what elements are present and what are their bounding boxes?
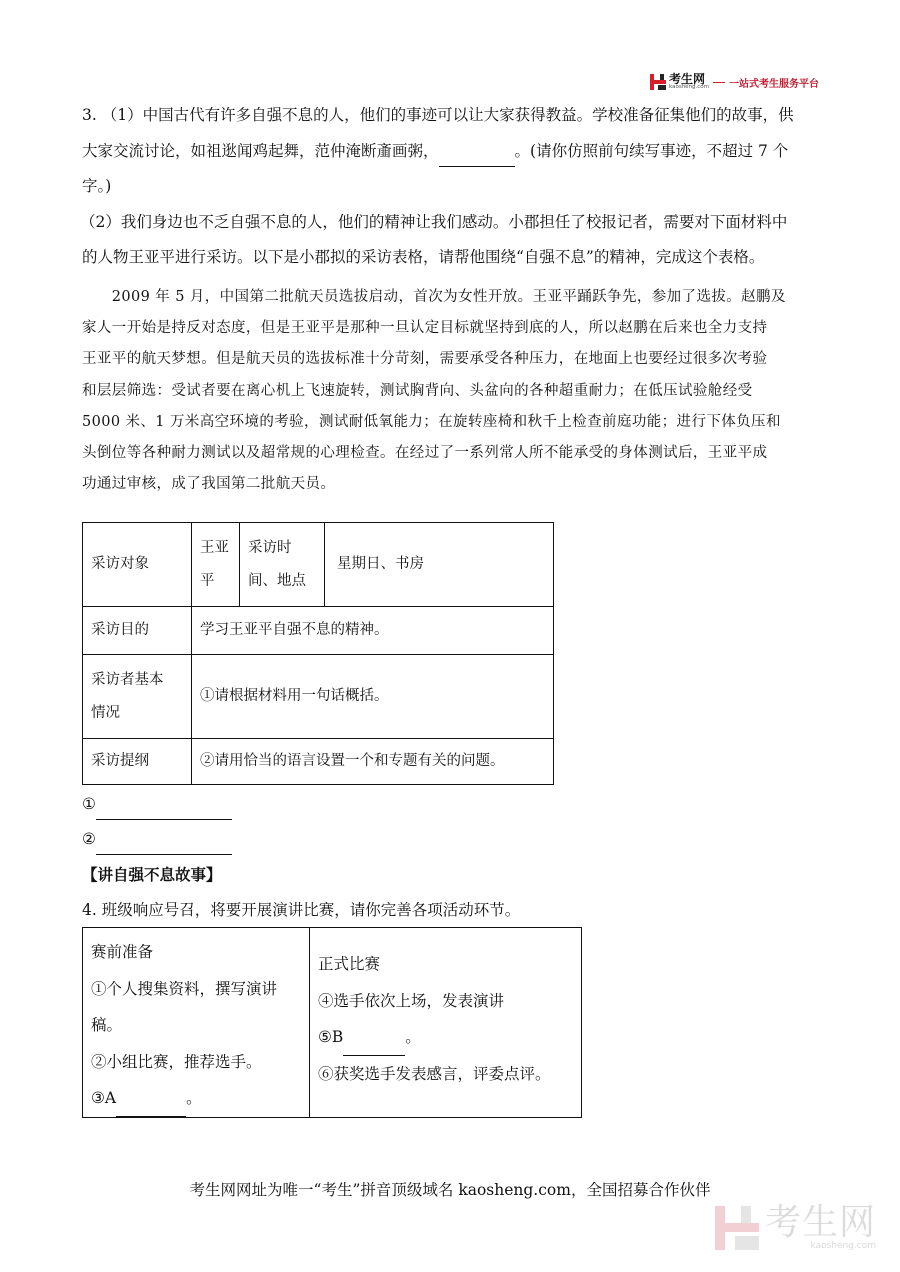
formal-item-4: ④选手依次上场，发表演讲 bbox=[318, 991, 505, 1010]
pre-item-1-cont: 稿。 bbox=[91, 1016, 123, 1034]
q3-part1-line1: 3. （1）中国古代有许多自强不息的人，他们的事迹可以让大家获得教益。学校准备征集他们的故事，供 bbox=[82, 106, 794, 124]
cell-formal-contest bbox=[310, 928, 582, 1118]
formal-item-6: ⑥获奖选手发表感言，评委点评。 bbox=[318, 1064, 551, 1083]
formal-contest-title: 正式比赛 bbox=[318, 955, 381, 973]
material-line: 5000 米、1 万米高空环境的考验，测试耐低氧能力；在旋转座椅和秋千上检查前庭功能；进行下体负压和 bbox=[82, 413, 781, 430]
material-line: 家人一开始是持反对态度，但是王亚平是那种一旦认定目标就坚持到底的人，所以赵鹏在后来也全力支持 bbox=[82, 320, 768, 337]
q3-answer-blank[interactable] bbox=[439, 148, 515, 167]
material-line: 功通过审核，成了我国第二批航天员。 bbox=[82, 476, 336, 493]
cell-label-subject: 采访对象 bbox=[83, 523, 192, 607]
answer-line-2[interactable]: ② bbox=[82, 824, 232, 855]
kaosheng-logo-icon bbox=[650, 74, 666, 90]
pre-item-1: ①个人搜集资料，撰写演讲 bbox=[91, 979, 278, 998]
watermark-domain: kaosheng.com bbox=[810, 1241, 877, 1251]
material-line: 头倒位等各种耐力测试以及超常规的心理检查。在经过了一系列常人所不能承受的身体测试后，王亚平成 bbox=[82, 445, 768, 462]
cell-time-place: 星期日、书房 bbox=[325, 523, 554, 607]
q3-part1-line2: 大家交流讨论，如祖逖闻鸡起舞，范仲淹断齑画粥， 。(请你仿照前句续写事迹，不超过 7 个 bbox=[82, 136, 788, 167]
watermark-name: 考生网 bbox=[765, 1202, 877, 1243]
header-logo bbox=[650, 72, 819, 92]
contest-table bbox=[82, 927, 582, 1118]
logo-slogan: 一站式考生服务平台 bbox=[729, 78, 820, 90]
material-passage bbox=[82, 282, 822, 500]
cell-subject-name: 王亚 平 bbox=[192, 523, 240, 607]
footer-text: 考生网网址为唯一“考生”拼音顶级域名 kaosheng.com，全国招募合作伙伴 bbox=[189, 1181, 711, 1199]
interview-table bbox=[82, 522, 554, 785]
q4-prompt: 4. 班级响应号召，将要开展演讲比赛，请你完善各项活动环节。 bbox=[82, 901, 521, 919]
watermark-icon bbox=[715, 1206, 759, 1250]
pre-item-3[interactable]: ③A 。 bbox=[91, 1080, 309, 1117]
q3-part2-line2: 的人物王亚平进行采访。以下是小郡拟的采访表格，请帮他围绕“自强不息”的精神，完成这个表格。 bbox=[82, 248, 765, 266]
watermark-logo bbox=[715, 1200, 885, 1256]
section-title: 【讲自强不息故事】 bbox=[82, 865, 222, 884]
cell-label-purpose: 采访目的 bbox=[83, 607, 192, 655]
cell-outline[interactable]: ②请用恰当的语言设置一个和专题有关的问题。 bbox=[192, 739, 554, 785]
cell-label-outline: 采访提纲 bbox=[83, 739, 192, 785]
cell-label-time-place: 采访时 间、地点 bbox=[240, 523, 325, 607]
cell-pre-contest bbox=[83, 928, 310, 1118]
logo-name: 考生网 bbox=[669, 72, 706, 87]
logo-domain: kaosheng.com bbox=[669, 84, 710, 91]
pre-item-2: ②小组比赛，推荐选手。 bbox=[91, 1052, 262, 1071]
q3-part1-line3: 字。) bbox=[82, 177, 112, 195]
cell-purpose: 学习王亚平自强不息的精神。 bbox=[192, 607, 554, 655]
formal-item-5[interactable]: ⑤B 。 bbox=[318, 1019, 581, 1056]
material-line: 王亚平的航天梦想。但是航天员的选拔标准十分苛刻，需要承受各种压力，在地面上也要经过很多次考验 bbox=[82, 351, 768, 368]
material-line: 2009 年 5 月，中国第二批航天员选拔启动，首次为女性开放。王亚平踊跃争先，参加了选拔。赵鹏及 bbox=[82, 289, 786, 305]
cell-background[interactable]: ①请根据材料用一句话概括。 bbox=[192, 655, 554, 739]
material-line: 和层层筛选：受试者要在离心机上飞速旋转，测试胸背向、头盆向的各种超重耐力；在低压试验舱经受 bbox=[82, 382, 753, 399]
answer-line-1[interactable]: ① bbox=[82, 789, 232, 820]
pre-contest-title: 赛前准备 bbox=[91, 943, 154, 961]
q3-part2-line1: （2）我们身边也不乏自强不息的人，他们的精神让我们感动。小郡担任了校报记者，需要对下面材料中 bbox=[80, 213, 788, 231]
cell-label-background: 采访者基本 情况 bbox=[83, 655, 192, 739]
